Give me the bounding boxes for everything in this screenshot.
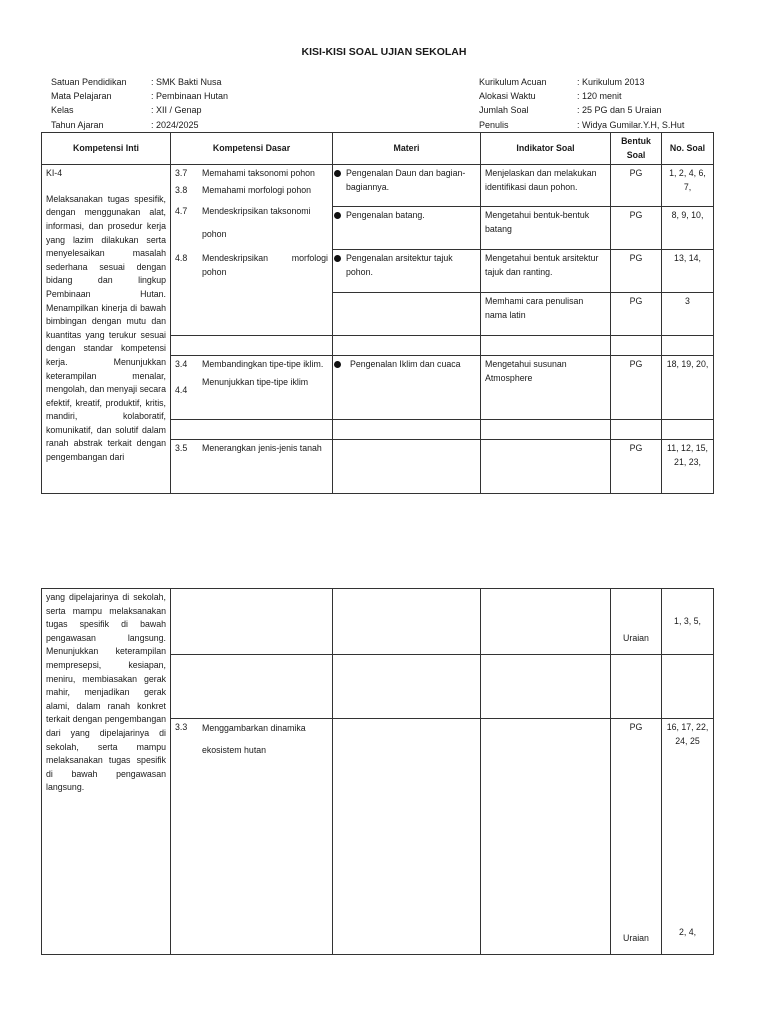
materi-text: Pengenalan Iklim dan cuaca [350, 359, 461, 370]
kd-number: 3.4 [175, 359, 188, 370]
indikator-cell [481, 336, 611, 356]
materi-item [337, 252, 476, 279]
kd-text: Membandingkan tipe-tipe iklim. [202, 359, 324, 370]
indikator-cell: Mengetahui susunan Atmosphere [481, 356, 611, 420]
materi-text: Pengenalan Daun dan bagian-bagiannya. [346, 168, 466, 192]
kd-cell [171, 589, 333, 655]
meta-value: : 2024/2025 [151, 119, 199, 130]
materi-text: Pengenalan batang. [346, 210, 425, 221]
kd-item [175, 252, 328, 279]
materi-item [337, 358, 476, 372]
no-soal-cell: 1, 3, 5, [662, 589, 714, 655]
materi-cell [333, 165, 481, 207]
materi-cell [333, 440, 481, 494]
bullet-icon [334, 212, 341, 219]
kd-text: Menunjukkan tipe-tipe iklim [202, 376, 309, 387]
meta-key: Tahun Ajaran [51, 119, 104, 130]
header-indikator: Indikator Soal [481, 133, 611, 165]
meta-row [479, 103, 684, 117]
meta-row [51, 118, 228, 132]
kd-item [175, 200, 328, 246]
meta-key: Jumlah Soal [479, 105, 529, 116]
no-soal-cell [662, 420, 714, 440]
meta-right [479, 75, 684, 132]
indikator-cell [481, 589, 611, 655]
bentuk-cell: PG [611, 356, 662, 420]
meta-row [479, 89, 684, 103]
materi-cell [333, 356, 481, 420]
bentuk-cell: PG [611, 250, 662, 293]
kd-item [175, 376, 328, 398]
meta-row [479, 75, 684, 89]
header-kd: Kompetensi Dasar [171, 133, 333, 165]
ki-text: yang dipelajarinya di sekolah, serta mampu melaksanakan tugas spesifik di bawah pengawasan langsung. Menunjukkan keterampilan mempresepsi, kesiapan, meniru, membiasakan gerak mahir, menjadikan gerak alami, dalam ranah konkret terkait dengan pengembangan dari yang dipelajarinya di sekolah, serta mampu melaksanakan tugas spesifik di bawah pengawasan langsung. [46, 592, 166, 793]
bentuk-value: PG [629, 722, 643, 732]
materi-cell [333, 293, 481, 336]
ki-text: Melaksanakan tugas spesifik, dengan menggunakan alat, informasi, dan prosedur kerja yang lazim dilakukan serta menyelesaikan masalah sederhana sesuai dengan bidang dan lingkup Pembinaan Hutan. Menampilkan kinerja di bawah bimbingan dengan mutu dan kuantitas yang terukur sesuai dengan standar kompetensi kerja. Menunjukkan keterampilan menalar, mengolah, dan menyaji secara efektif, kreatif, produktif, kritis, mandiri, kolaboratif, komunikatif, dan solutif dalam ranah abstrak terkait dengan pengembangan dari [46, 193, 166, 463]
meta-key: Kelas [51, 105, 74, 116]
bentuk-value: Uraian [623, 933, 649, 944]
bentuk-cell: PG [611, 440, 662, 494]
no-soal-cell [662, 336, 714, 356]
header-ki: Kompetensi Inti [42, 133, 171, 165]
kd-item [175, 358, 328, 372]
no-soal-cell: 11, 12, 15, 21, 23, [662, 440, 714, 494]
meta-key: Alokasi Waktu [479, 91, 536, 102]
indikator-cell [481, 440, 611, 494]
bentuk-cell [611, 420, 662, 440]
bullet-icon [334, 255, 341, 262]
meta-value: : 120 menit [577, 91, 622, 102]
kd-text: Memahami morfologi pohon [202, 184, 312, 195]
no-soal-cell: 13, 14, [662, 250, 714, 293]
kd-text: Mendeskripsikan morfologi pohon [202, 253, 328, 277]
no-soal-cell [662, 655, 714, 719]
bentuk-cell [611, 336, 662, 356]
bentuk-cell: PG [611, 207, 662, 250]
no-soal-value: 16, 17, 22, 24, 25 [666, 722, 709, 746]
meta-row [51, 103, 228, 117]
kd-item [175, 442, 328, 456]
kd-number: 3.7 [175, 168, 188, 179]
bullet-icon [334, 170, 341, 177]
bentuk-cell: Uraian [611, 589, 662, 655]
no-soal-cell: 8, 9, 10, [662, 207, 714, 250]
kd-text: Menerangkan jenis-jenis tanah [202, 443, 322, 454]
kd-text: Memahami taksonomi pohon [202, 168, 315, 179]
kd-number: 3.8 [175, 184, 188, 195]
kd-cell [171, 336, 333, 356]
ki-cell [42, 589, 171, 955]
no-soal-value: 2, 4, [678, 927, 697, 938]
materi-cell [333, 655, 481, 719]
header-no: No. Soal [662, 133, 714, 165]
kd-number: 3.3 [175, 722, 188, 732]
indikator-cell: Mengetahui bentuk-bentuk batang [481, 207, 611, 250]
kd-number: 4.4 [175, 384, 188, 395]
indikator-cell [481, 655, 611, 719]
bentuk-cell [611, 719, 662, 955]
materi-item [337, 209, 476, 223]
meta-key: Kurikulum Acuan [479, 77, 547, 87]
materi-cell [333, 719, 481, 955]
kd-item [175, 184, 328, 198]
no-soal-cell: 1, 2, 4, 6, 7, [662, 165, 714, 207]
meta-key: Mata Pelajaran [51, 91, 112, 102]
no-soal-cell [662, 719, 714, 955]
kd-cell [171, 719, 333, 955]
kd-cell [171, 356, 333, 420]
kd-text: Menggambarkan dinamika ekosistem hutan [202, 723, 306, 755]
document-title: KISI-KISI SOAL UJIAN SEKOLAH [301, 46, 467, 58]
indikator-cell: Memhami cara penulisan nama latin [481, 293, 611, 336]
materi-cell [333, 336, 481, 356]
no-soal-cell: 3 [662, 293, 714, 336]
meta-row [51, 75, 228, 89]
materi-cell [333, 207, 481, 250]
blueprint-table-page2 [41, 588, 714, 955]
kd-cell [171, 655, 333, 719]
meta-value: : XII / Genap [151, 105, 202, 116]
header-bentuk: Bentuk Soal [611, 133, 662, 165]
ki-label: KI-4 [46, 168, 63, 179]
meta-value: : Widya Gumilar.Y.H, S.Hut [577, 119, 685, 130]
kd-item [175, 167, 328, 181]
materi-cell [333, 589, 481, 655]
materi-text: Pengenalan arsitektur tajuk pohon. [346, 253, 453, 277]
bentuk-cell: PG [611, 293, 662, 336]
indikator-cell [481, 420, 611, 440]
kd-cell [171, 165, 333, 336]
blueprint-table-page1 [41, 132, 714, 494]
meta-value: : SMK Bakti Nusa [151, 77, 222, 87]
meta-left [51, 75, 228, 132]
indikator-cell [481, 719, 611, 955]
kd-number: 4.7 [175, 206, 188, 217]
kd-item [175, 721, 328, 761]
kd-cell [171, 440, 333, 494]
meta-row [479, 118, 684, 132]
kd-text: Mendeskripsikan taksonomi pohon [202, 206, 311, 240]
kd-cell [171, 420, 333, 440]
meta-value: : 25 PG dan 5 Uraian [577, 105, 662, 116]
materi-cell [333, 250, 481, 293]
table-row [42, 589, 714, 655]
kd-number: 3.5 [175, 443, 188, 454]
meta-row [51, 89, 228, 103]
materi-item [337, 167, 476, 194]
meta-value: : Kurikulum 2013 [577, 77, 645, 87]
materi-cell [333, 420, 481, 440]
table-row [42, 165, 714, 207]
bentuk-cell [611, 655, 662, 719]
bullet-icon [334, 361, 341, 368]
bentuk-cell: PG [611, 165, 662, 207]
ki-cell [42, 165, 171, 494]
header-row [42, 133, 714, 165]
indikator-cell: Menjelaskan dan melakukan identifikasi daun pohon. [481, 165, 611, 207]
meta-key: Satuan Pendidikan [51, 77, 127, 87]
meta-value: : Pembinaan Hutan [151, 91, 229, 102]
kd-number: 4.8 [175, 253, 188, 264]
no-soal-cell: 18, 19, 20, [662, 356, 714, 420]
header-materi: Materi [333, 133, 481, 165]
indikator-cell: Mengetahui bentuk arsitektur tajuk dan ranting. [481, 250, 611, 293]
meta-key: Penulis [479, 119, 509, 130]
